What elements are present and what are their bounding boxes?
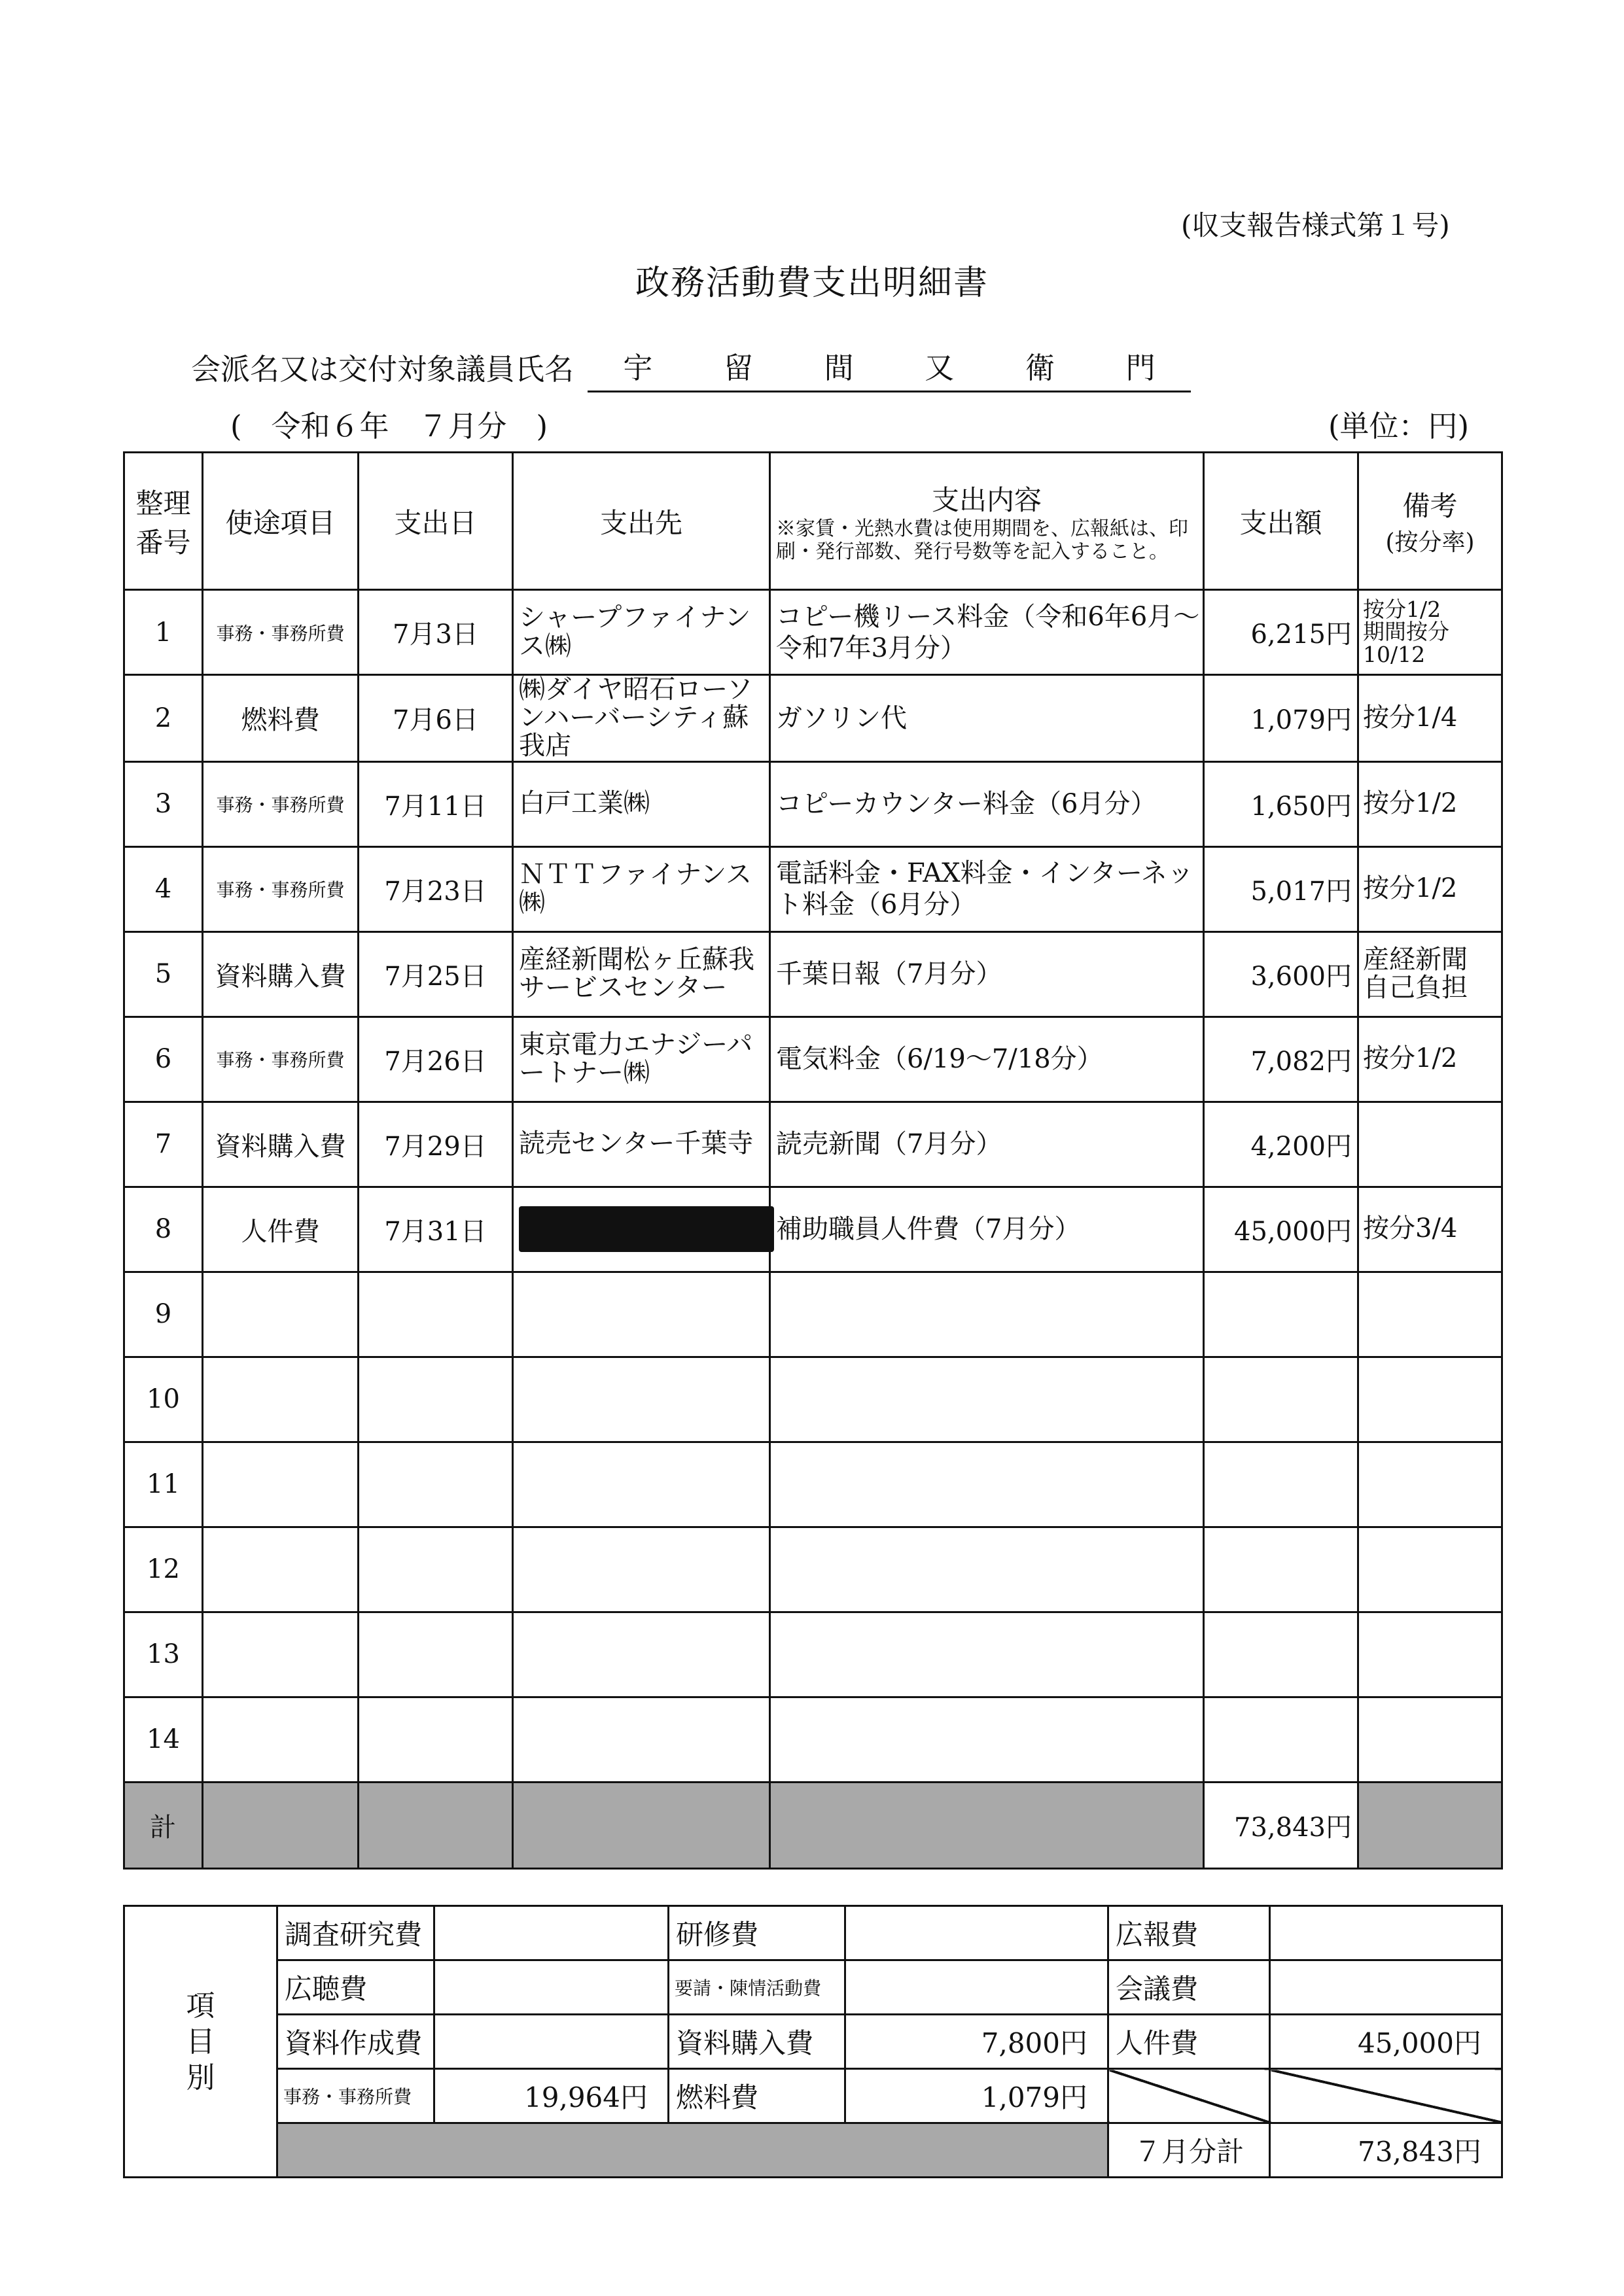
summary-by-item-table [123,1905,1503,2178]
row-date: 7月3日 [359,590,513,675]
row-number: 12 [124,1527,203,1612]
summary-row [124,2123,1502,2178]
row-payee [513,1527,770,1612]
unit-label: (単位：円) [1328,409,1470,444]
month-total-label: ７月分計 [1108,2123,1270,2178]
row-number: 10 [124,1357,203,1442]
row-date [359,1272,513,1357]
total-amount: 73,843円 [1204,1782,1358,1868]
row-payee: シャープファイナンス㈱ [513,590,770,675]
header-no: 整理 番号 [124,453,203,590]
row-amount [1204,1357,1358,1442]
row-content: 電話料金・FAX料金・インターネット料金（6月分） [770,846,1204,931]
total-empty-cell [359,1782,513,1868]
row-payee: ㈱ダイヤ昭石ローソンハーバーシティ蘇我店 [513,675,770,762]
row-date [359,1697,513,1782]
row-category: 事務・事務所費 [203,1017,359,1102]
remark-line: 按分1/2 [1363,596,1441,622]
row-date [359,1442,513,1527]
fuel-label: 燃料費 [669,2069,845,2123]
row-category [203,1612,359,1697]
table-row [124,1697,1502,1782]
row-category [203,1357,359,1442]
table-row [124,1527,1502,1612]
remark-line: 按分1/4 [1363,703,1458,733]
row-content: 電気料金（6/19～7/18分） [770,1017,1204,1102]
remark-line: 按分3/4 [1363,1213,1458,1244]
shaded-cell [277,2123,1108,2178]
row-date: 7月31日 [359,1187,513,1272]
total-empty-cell [513,1782,770,1868]
row-content: ガソリン代 [770,675,1204,762]
crossed-out-cell [1270,2069,1502,2123]
remark-line: 按分1/2 [1363,788,1458,819]
remark-line: 自己負担 [1363,973,1468,1003]
row-category: 資料購入費 [203,931,359,1017]
row-number: 11 [124,1442,203,1527]
row-remarks [1358,1442,1502,1527]
remark-line: 産経新聞 [1363,944,1468,975]
summary-row [124,1960,1502,2015]
row-content: コピー機リース料金（令和6年6月～令和7年3月分） [770,590,1204,675]
row-remarks [1358,1697,1502,1782]
header-amount: 支出額 [1204,453,1358,590]
table-header-row [124,453,1502,590]
row-payee: 白戸工業㈱ [513,761,770,846]
table-row [124,675,1502,762]
row-remarks [1358,846,1502,931]
total-empty-cell [1358,1782,1502,1868]
row-number: 3 [124,761,203,846]
row-number: 5 [124,931,203,1017]
row-number: 2 [124,675,203,762]
row-category: 事務・事務所費 [203,590,359,675]
pr-value [1270,1906,1502,1960]
row-number: 14 [124,1697,203,1782]
row-payee [513,1612,770,1697]
summary-row [124,2069,1502,2123]
row-amount [1204,1612,1358,1697]
row-category [203,1527,359,1612]
header-content: 支出内容 ※家賃・光熱水費は使用期間を、広報紙は、印刷・発行部数、発行号数等を記入すること。 [770,453,1204,590]
table-row [124,590,1502,675]
member-name-char: 又 [925,351,955,385]
row-amount: 1,079円 [1204,675,1358,762]
office-label: 事務・事務所費 [277,2069,434,2123]
member-name-char: 衛 [1025,351,1055,385]
row-date [359,1527,513,1612]
member-name-label: 会派名又は交付対象議員氏名 [191,352,574,387]
row-amount: 45,000円 [1204,1187,1358,1272]
purchase-label: 資料購入費 [669,2015,845,2069]
crossed-out-cell [1108,2069,1270,2123]
row-amount: 7,082円 [1204,1017,1358,1102]
row-amount [1204,1272,1358,1357]
total-row [124,1782,1502,1868]
table-row [124,1017,1502,1102]
table-row [124,761,1502,846]
row-remarks [1358,1017,1502,1102]
row-remarks [1358,1612,1502,1697]
row-content [770,1527,1204,1612]
row-amount [1204,1527,1358,1612]
header-date: 支出日 [359,453,513,590]
row-content [770,1612,1204,1697]
row-amount: 3,600円 [1204,931,1358,1017]
remark-line: 期間按分 [1363,619,1449,645]
row-category: 燃料費 [203,675,359,762]
row-number: 8 [124,1187,203,1272]
by-item-label: 項 目 別 [124,1906,277,2178]
row-category [203,1697,359,1782]
row-category: 資料購入費 [203,1102,359,1187]
table-row [124,846,1502,931]
summary-row [124,1906,1502,1960]
personnel-value: 45,000円 [1270,2015,1502,2069]
member-name-char: 宇 [623,351,653,385]
table-row [124,931,1502,1017]
row-content: 千葉日報（7月分） [770,931,1204,1017]
row-date [359,1612,513,1697]
docs-label: 資料作成費 [277,2015,434,2069]
row-content: 読売新聞（7月分） [770,1102,1204,1187]
row-number: 13 [124,1612,203,1697]
research-label: 調査研究費 [277,1906,434,1960]
row-category: 事務・事務所費 [203,761,359,846]
table-row [124,1102,1502,1187]
row-number: 6 [124,1017,203,1102]
row-content [770,1272,1204,1357]
personnel-label: 人件費 [1108,2015,1270,2069]
form-number: (収支報告様式第１号) [1181,209,1450,241]
header-category: 使途項目 [203,453,359,590]
row-remarks [1358,675,1502,762]
research-value [434,1906,669,1960]
row-amount: 4,200円 [1204,1102,1358,1187]
row-number: 4 [124,846,203,931]
row-remarks [1358,1187,1502,1272]
row-content [770,1357,1204,1442]
row-category: 事務・事務所費 [203,846,359,931]
petition-label: 要請・陳情活動費 [669,1960,845,2015]
row-content [770,1442,1204,1527]
redacted-block [519,1206,774,1252]
reporting-period: ( 令和６年 ７月分 ) [230,409,548,444]
row-payee [513,1272,770,1357]
row-date: 7月25日 [359,931,513,1017]
document-title: 政務活動費支出明細書 [635,264,989,303]
row-number: 1 [124,590,203,675]
training-value [845,1906,1108,1960]
row-payee [513,1187,770,1272]
row-remarks [1358,590,1502,675]
row-payee [513,1697,770,1782]
row-amount [1204,1442,1358,1527]
row-remarks [1358,931,1502,1017]
total-empty-cell [203,1782,359,1868]
row-payee: 産経新聞松ヶ丘蘇我サービスセンター [513,931,770,1017]
row-remarks [1358,1527,1502,1612]
remark-line: 按分1/2 [1363,873,1458,904]
row-remarks [1358,761,1502,846]
row-content [770,1697,1204,1782]
training-label: 研修費 [669,1906,845,1960]
row-date [359,1357,513,1442]
row-remarks [1358,1102,1502,1187]
header-remarks-sub: (按分率) [1385,529,1475,556]
summary-row [124,2015,1502,2069]
row-number: 7 [124,1102,203,1187]
meeting-label: 会議費 [1108,1960,1270,2015]
row-category: 人件費 [203,1187,359,1272]
header-payee: 支出先 [513,453,770,590]
total-empty-cell [770,1782,1204,1868]
fuel-value: 1,079円 [845,2069,1108,2123]
docs-value [434,2015,669,2069]
header-content-note: ※家賃・光熱水費は使用期間を、広報紙は、印刷・発行部数、発行号数等を記入すること。 [776,517,1188,563]
table-row [124,1442,1502,1527]
row-payee [513,1357,770,1442]
row-payee: 東京電力エナジーパートナー㈱ [513,1017,770,1102]
row-date: 7月6日 [359,675,513,762]
month-total-value: 73,843円 [1270,2123,1502,2178]
row-payee: ＮＴＴファイナンス㈱ [513,846,770,931]
remark-line: 10/12 [1363,641,1426,667]
purchase-value: 7,800円 [845,2015,1108,2069]
meeting-value [1270,1960,1502,2015]
member-name-char: 留 [723,351,753,385]
row-remarks [1358,1272,1502,1357]
header-remarks: 備考 (按分率) [1358,453,1502,590]
row-payee [513,1442,770,1527]
office-value: 19,964円 [434,2069,669,2123]
row-category [203,1442,359,1527]
petition-value [845,1960,1108,2015]
member-name-char: 間 [824,351,854,385]
row-date: 7月11日 [359,761,513,846]
expense-detail-table [123,451,1503,1870]
hearing-label: 広聴費 [277,1960,434,2015]
row-amount [1204,1697,1358,1782]
remark-line: 按分1/2 [1363,1043,1458,1074]
row-content: 補助職員人件費（7月分） [770,1187,1204,1272]
table-row [124,1187,1502,1272]
row-amount: 1,650円 [1204,761,1358,846]
member-name [588,344,1191,392]
row-category [203,1272,359,1357]
table-row [124,1272,1502,1357]
row-amount: 6,215円 [1204,590,1358,675]
row-content: コピーカウンター料金（6月分） [770,761,1204,846]
hearing-value [434,1960,669,2015]
row-date: 7月29日 [359,1102,513,1187]
member-name-char: 門 [1125,351,1156,385]
table-row [124,1357,1502,1442]
table-row [124,1612,1502,1697]
total-label: 計 [124,1782,203,1868]
row-date: 7月26日 [359,1017,513,1102]
row-date: 7月23日 [359,846,513,931]
row-amount: 5,017円 [1204,846,1358,931]
pr-label: 広報費 [1108,1906,1270,1960]
row-payee: 読売センター千葉寺 [513,1102,770,1187]
row-number: 9 [124,1272,203,1357]
row-remarks [1358,1357,1502,1442]
